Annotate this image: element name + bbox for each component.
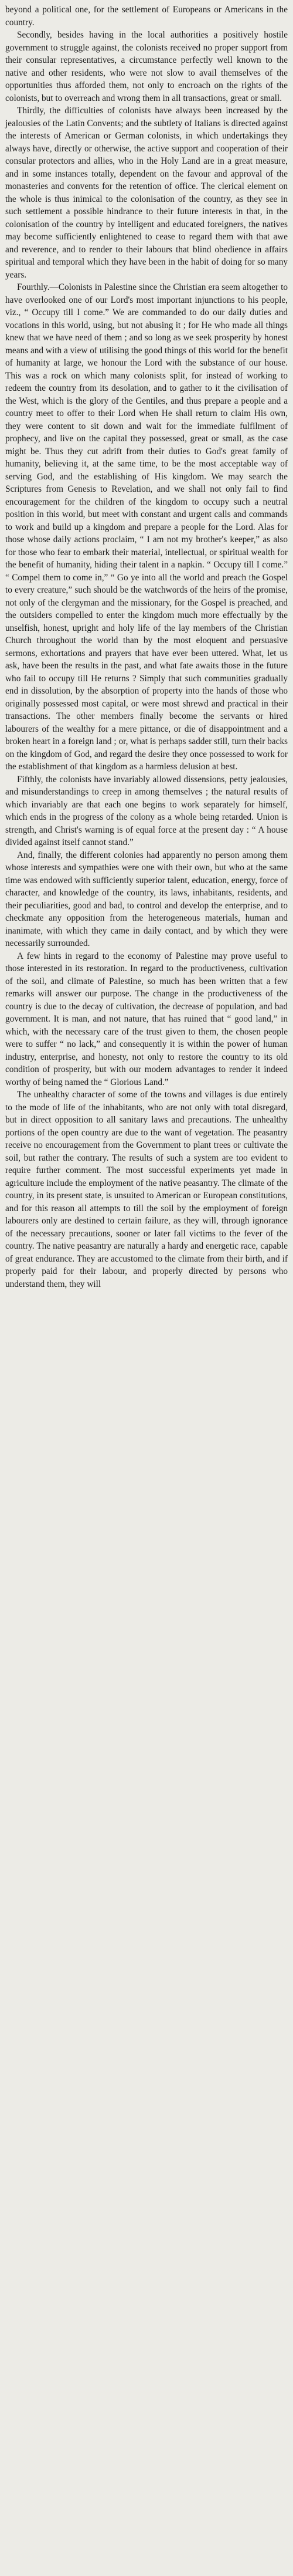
article-paragraph-fifthly: Fifthly, the colonists have invariably allowed dissensions, petty jealousies, and misunderstandings to creep in among themselves ; the natural results of which invariably are that each one begins to work separately for himself, which ends in the progress of the colony as a whole being retarded. Union is strength, and Christ's warning is of equal force at the present day : “ A house divided against itself cannot stand.” <box>5 774 288 847</box>
article-paragraph-fourthly: Fourthly.—Colonists in Palestine since the Christian era seem altogether to have overlooked one of our Lord's most important injunctions to his people, viz., “ Occupy till I come.” We are commanded to do our daily duties and vocations in this world, using, but not abusing it ; for He who made all things knew that we have need of them ; and so long as we seek prosperity by honest means and with a view of utilising the good things of this world for the benefit of humanity at large, we honour the Lord with the substance of our house. This was a rock on which many colonists split, for instead of working to redeem the country from its desolation, and to gather to it the civilisation of the West, which is the glory of the Gentiles, and thus prepare a people and a country meet to offer to their Lord when He shall return to claim His own, they were content to sit down and wait for the immediate fulfilment of prophecy, and live on the capital they possessed, great or small, as the case might be. Thus they cut adrift from their duties to God's great family of humanity, believing it, at the same time, to be the most acceptable way of serving God, and the establishing of His kingdom. We may search the Scriptures from Genesis to Revelation, and we shall not only fail to find encouragement for the children of the kingdom to occupy such a neutral position in this world, but meet with constant and urgent calls and commands to work and build up a kingdom and prepare a people for the Lord. Alas for those whose daily actions proclaim, “ I am not my brother's keeper,” as also for those who fear to embark their material, intellectual, or spiritual wealth for the benefit of humanity, hiding their talent in a napkin. “ Occupy till I come.” “ Compel them to come in,” “ Go ye into all the world and preach the Gospel to every creature,” such should be the watchwords of the heirs of the promise, not only of the clergyman and the missionary, for the Gospel is preached, and the outsiders compelled to enter the kingdom much more effectually by the unselfish, honest, upright and holy life of the lay members of the Christian Church throughout the world than by the most eloquent and persuasive sermons, exhortations and prayers that have ever been uttered. What, let us ask, have been the results in the past, and what fate awaits those in the future who fail to occupy till He returns ? Simply that such communities gradually end in dissolution, by the absorption of property into the hands of those who originally possessed most capital, or were most shrewd and practical in their transactions. The other members finally become the servants or hired labourers of the wealthy for a mere pittance, or die of disappointment and a broken heart in a foreign land ; or, what is perhaps sadder still, turn their backs on the kingdom of God, and regard the desire they once possessed to work for the establishment of that kingdom as a harmless delusion at best. <box>5 282 288 772</box>
article-paragraph-finally: And, finally, the different colonies had apparently no person among them whose interests and sympathies were one with their own, but who at the same time was endowed with sufficiently superior talent, education, energy, force of character, and knowledge of the country, its laws, inhabitants, residents, and their peculiarities, good and bad, to control and develop the enterprise, and to checkmate any opposition from the heterogeneous materials, human and inanimate, with which they came in daily contact, and by which they were necessarily surrounded. <box>5 850 288 948</box>
article-paragraph-unhealthy: The unhealthy character of some of the towns and villages is due entirely to the mode of life of the inhabitants, who are not only with total disregard, but in direct opposition to all sanitary laws and precautions. The unhealthy portions of the open country are due to the want of vegetation. The peasantry receive no encouragement from the Government to plant trees or cultivate the soil, but rather the contrary. The results of such a system are too evident to require further comment. The most successful experiments yet made in agriculture include the employment of the native peasantry. The climate of the country, in its present state, is unsuited to American or European constitutions, and for this reason all attempts to till the soil by the employment of foreign labourers only are destined to certain failure, as they will, through ignorance of the necessary precautions, sooner or later fall victims to the fever of the country. The native peasantry are naturally a hardy and energetic race, capable of great endurance. They are accustomed to the climate from their birth, and if properly paid for their labour, and properly directed by persons who understand them, they will <box>5 1090 288 1289</box>
article-column <box>5 4 288 1290</box>
article-paragraph-continuation: beyond a political one, for the settlement of Europeans or Americans in the country. <box>5 5 288 28</box>
article-paragraph-economy: A few hints in regard to the economy of Palestine may prove useful to those interested in its restoration. In regard to the productiveness, cultivation of the soil, and climate of Palestine, so much has been written that a few remarks will answer our purpose. The change in the productiveness of the country is due to the decay of cultivation, the decrease of population, and bad government. It is man, and not nature, that has ruined that “ good land,” in which, with the necessary care of the trust given to them, the chosen people were to suffer “ no lack,” and consequently it is within the power of human industry, enterprise, and honesty, not only to restore the country to its old condition of prosperity, but with our modern advantages to render it indeed worthy of being named the “ Glorious Land.” <box>5 951 288 1087</box>
article-paragraph-secondly: Secondly, besides having in the local authorities a positively hostile government to struggle against, the colonists received no proper support from their consular representatives, a circumstance perfectly well known to the native and other residents, who were not slow to avail themselves of the opportunities thus afforded them, not only to encroach on the rights of the colonists, but to overreach and wrong them in all transactions, great or small. <box>5 30 288 103</box>
article-paragraph-thirdly: Thirdly, the difficulties of colonists have always been increased by the jealousies of the Latin Convents; and the subtlety of Italians is directed against the interests of American or German colonists, in which undertakings they always have, directly or otherwise, the active support and cooperation of their consular protectors and allies, who in the Holy Land are in a great measure, and in some instances totally, dependent on the favour and approval of the monasteries and convents for the retention of office. The clerical element on the whole is thus inimical to the colonisation of the country, as they see in such settlement a possible hindrance to their future interests in that, in the colonisation of the country by intelligent and educated foreigners, the natives may become sufficiently enlightened to cease to regard them with that awe and reverence, and to render to their labours that blind obedience in affairs spiritual and temporal which they have been in the habit of doing for so many years. <box>5 106 288 280</box>
